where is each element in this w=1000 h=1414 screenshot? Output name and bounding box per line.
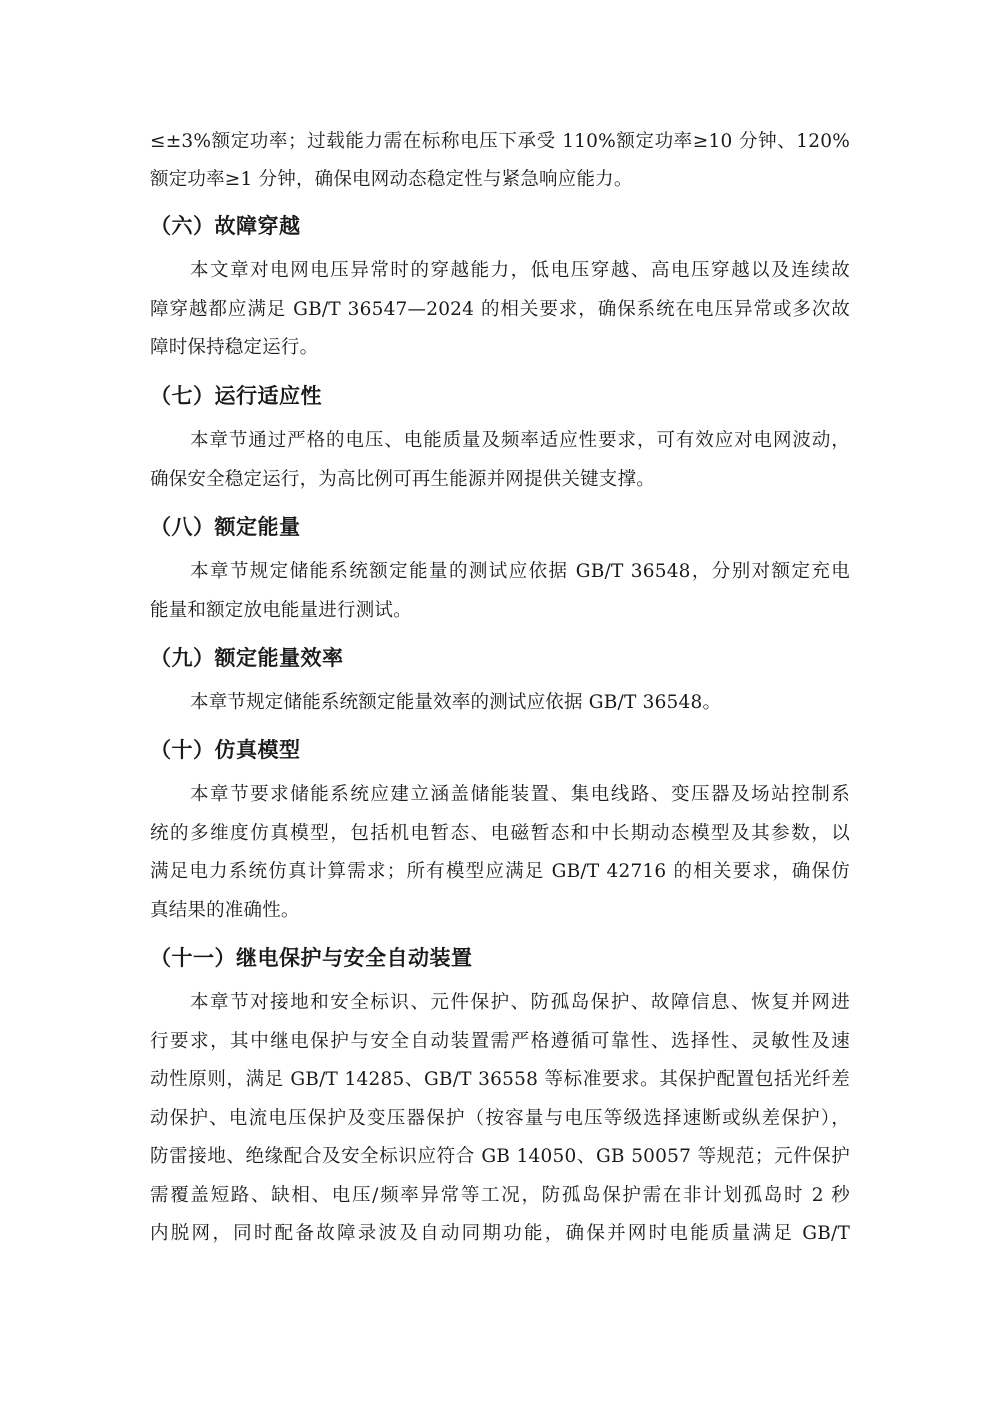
section-11-line-3: 动性原则，满足 GB/T 14285、GB/T 36558 等标准要求。其保护配置包括光纤差 (150, 1069, 850, 1090)
section-11-line-7: 内脱网，同时配备故障录波及自动同期功能，确保并网时电能质量满足 GB/T (150, 1223, 850, 1244)
section-heading-8: （八）额定能量 (150, 515, 301, 539)
section-8-line-2: 能量和额定放电能量进行测试。 (150, 600, 412, 621)
section-8-line-1: 本章节规定储能系统额定能量的测试应依据 GB/T 36548，分别对额定充电 (190, 561, 850, 582)
intro-line-2: 额定功率≥1 分钟，确保电网动态稳定性与紧急响应能力。 (150, 169, 633, 190)
intro-line-1: ≤±3%额定功率；过载能力需在标称电压下承受 110%额定功率≥10 分钟、120% (150, 131, 850, 152)
section-10-line-2: 统的多维度仿真模型，包括机电暂态、电磁暂态和中长期动态模型及其参数，以 (150, 823, 850, 844)
section-9-line-1: 本章节规定储能系统额定能量效率的测试应依据 GB/T 36548。 (190, 692, 722, 713)
section-7-line-1: 本章节通过严格的电压、电能质量及频率适应性要求，可有效应对电网波动， (190, 430, 850, 451)
section-11-line-1: 本章节对接地和安全标识、元件保护、防孤岛保护、故障信息、恢复并网进 (190, 992, 850, 1013)
section-10-line-3: 满足电力系统仿真计算需求；所有模型应满足 GB/T 42716 的相关要求，确保仿 (150, 861, 850, 882)
section-11-line-5: 防雷接地、绝缘配合及安全标识应符合 GB 14050、GB 50057 等规范；元件保护 (150, 1146, 850, 1167)
section-7-line-2: 确保安全稳定运行，为高比例可再生能源并网提供关键支撑。 (150, 469, 655, 490)
section-11-line-2: 行要求，其中继电保护与安全自动装置需严格遵循可靠性、选择性、灵敏性及速 (150, 1031, 850, 1052)
section-11-line-6: 需覆盖短路、缺相、电压/频率异常等工况，防孤岛保护需在非计划孤岛时 2 秒 (150, 1185, 850, 1206)
section-6-line-1: 本文章对电网电压异常时的穿越能力，低电压穿越、高电压穿越以及连续故 (190, 260, 850, 281)
section-heading-7: （七）运行适应性 (150, 384, 322, 408)
section-heading-9: （九）额定能量效率 (150, 646, 344, 670)
section-heading-11: （十一）继电保护与安全自动装置 (150, 946, 473, 970)
section-11-line-4: 动保护、电流电压保护及变压器保护（按容量与电压等级选择速断或纵差保护）， (150, 1108, 850, 1129)
section-10-line-4: 真结果的准确性。 (150, 900, 300, 921)
section-6-line-3: 障时保持稳定运行。 (150, 337, 319, 358)
section-6-line-2: 障穿越都应满足 GB/T 36547—2024 的相关要求，确保系统在电压异常或多次故 (150, 299, 850, 320)
section-10-line-1: 本章节要求储能系统应建立涵盖储能装置、集电线路、变压器及场站控制系 (190, 784, 850, 805)
section-heading-6: （六）故障穿越 (150, 214, 301, 238)
section-heading-10: （十）仿真模型 (150, 738, 301, 762)
